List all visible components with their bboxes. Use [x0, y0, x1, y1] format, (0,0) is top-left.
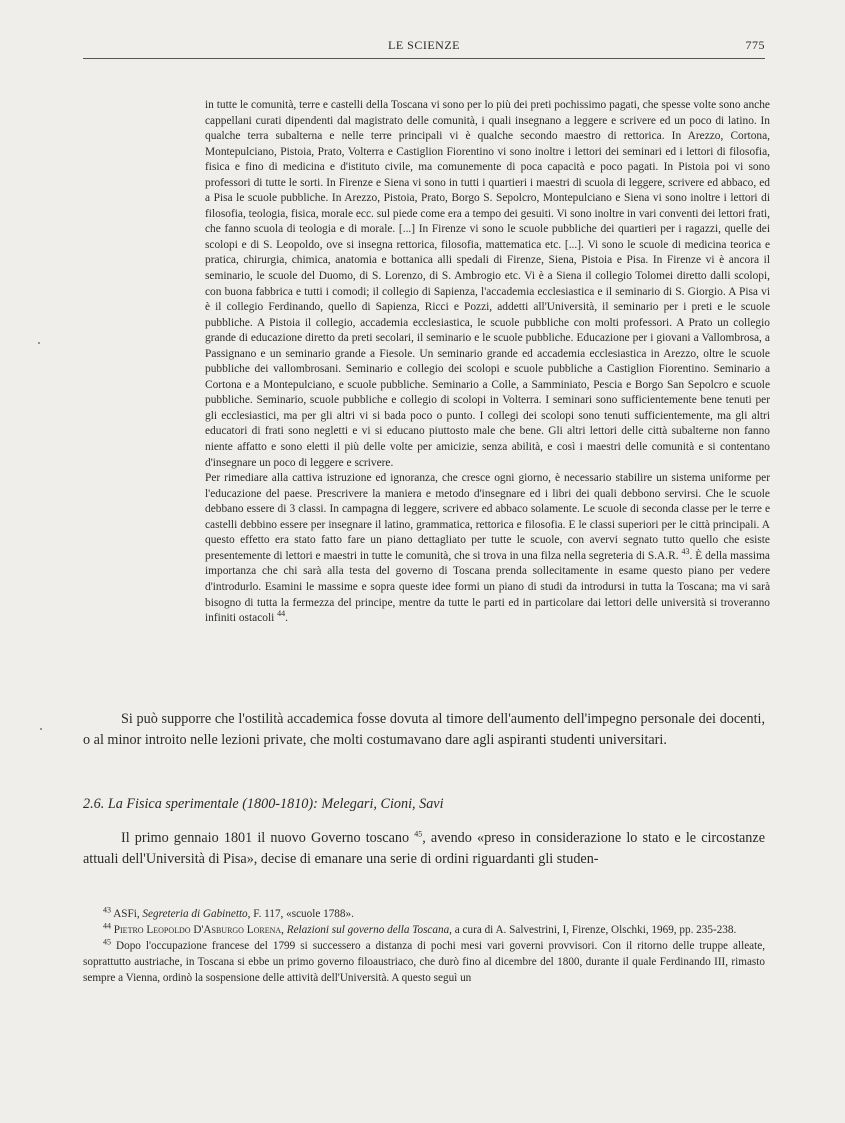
margin-speck	[40, 728, 42, 730]
body-paragraph-2-start: Il primo gennaio 1801 il nuovo Governo toscano	[121, 830, 410, 846]
footnote-44	[83, 922, 765, 938]
quote-paragraph-2	[205, 471, 770, 626]
footnote-44-title: Relazioni sul governo della Toscana	[286, 924, 450, 936]
page-number: 775	[745, 38, 765, 52]
footnotes	[83, 906, 765, 986]
footnote-43	[83, 906, 765, 922]
footnote-43-suffix: , F. 117, «scuole 1788».	[247, 908, 354, 920]
footnote-44-author: Pietro Leopoldo D'Asburgo Lorena	[113, 924, 282, 936]
quote-paragraph-1: in tutte le comunità, terre e castelli della Toscana vi sono per lo più dei preti pochissimo pagati, che spesse volte sono anche cappellani curati dipendenti dal magistrato delle comunità, i quali insegnano a leggere e scrivere ed un poco di latino. In qualche terra subalterna e nelle terre principali vi è qualche secondo maestro di rettorica. In Arezzo, Cortona, Montepulciano, Pistoia, Prato, Volterra e Castiglion Fiorentino vi sono inoltre i lettori dei seminari ed i lettori di filosofia, fisica e fino di medicina e d'istituto civile, ma comunemente di poca capacità e poco pagati. In Pistoia poi vi sono professori di tutte le sorti. In Firenze e Siena vi sono in tutti i quartieri i maestri di scuola di leggere, scrivere ed abbaco, ed a Pisa le scuole pubbliche. In Arezzo, Pistoia, Prato, Borgo S. Sepolcro, Montepulciano e Siena vi sono inoltre i lettori di filosofia, teologia, fisica, morale ecc. sul piede come era a tempo dei gesuiti. Vi sono inoltre in vari conventi dei lettori frati, che fanno scuola di teologia e di morale. [...] In Firenze vi sono le scuole pubbliche dei quartieri per i ragazzi, quelle dei scolopi e di S. Leopoldo, ove si insegna rettorica, filosofia, mattematica etc. [...]. Vi sono le scuole di medicina teorica e pratica, chirurgia, chimica, anatomia e bottanica alli spedali di Firenze, Siena, Pistoia e Pisa. In Firenze vi è ancora il seminario, le scuole del Duomo, di S. Lorenzo, di S. Ambrogio etc. Vi è a Siena il collegio Tolomei diretto dalli scolopi, con buona fabbrica e tutti i comodi; il collegio di Sapienza, l'accademia ecclesiastica e il seminario di S. Giorgio. A Pisa vi è il collegio Ferdinando, quello di Sapienza, Ricci e Pozzi, addetti all'Università, il seminario per i preti e le scuole pubbliche. A Pistoia il collegio, accademia ecclesiastica, le scuole pubbliche con molti professori. A Prato un collegio grande di educazione diretto da preti secolari, il seminario e le scuole pubbliche. Educazione per i giovani a Vallombrosa, a Passignano e un seminario grande a Fiesole. Un seminario grande ed accademia ecclesiastica in Arezzo, oltre le scuole pubbliche dei vallombrosani. Seminario e collegio dei scolopi e scuole pubbliche a Castiglion Fiorentino. Seminario a Cortona e a Montepulciano, e scuole pubbliche. Seminario a Colle, a Samminiato, Pescia e Borgo San Sepolcro e scuole pubbliche. Seminario, scuole pubbliche e collegio di scolopi in Volterra. I seminari sono sufficientemente bene tenuti per gli ecclesiastici, ma per gli altri vi si bada poco o punto. I collegi dei scolopi sono tenuti sufficientemente, ma gli altri educatori di frati sono negletti e vi si educano piuttosto male che bene. Gli altri lettori delle città subalterne non fanno niente affatto e sono eletti il più delle volte per amicizie, senza abilità, e così i maestri delle comunità e si contentano d'insegnare un poco di leggere e scrivere.	[205, 99, 770, 469]
section-title: La Fisica sperimentale (1800-1810): Melegari, Cioni, Savi	[107, 796, 444, 812]
footnote-45-number: 45	[103, 937, 111, 947]
quote-paragraph-2-end: .	[285, 612, 289, 625]
quote-paragraph-2-tail: . È della massima importanza che chi sarà alla testa del governo di Toscana prenda sollecitamente in esame questo piano per vedere d'introdurlo. Esamini le massime e sopra queste idee formi un piano di studi da introdursi in tutta la Toscana; ma vi sarà bisogno di tutta la fermezza del principe, mentre da tutte le parti ed in particolare dai lettori delle università si troveranno infiniti ostacoli	[205, 549, 770, 625]
running-head-title: LE SCIENZE	[388, 38, 460, 52]
footnote-44-separator: ,	[281, 924, 287, 936]
footnote-43-number: 43	[103, 905, 111, 915]
footnote-44-rest: , a cura di A. Salvestrini, I, Firenze, Olschki, 1969, pp. 235-238.	[449, 924, 737, 936]
footnote-44-number: 44	[103, 921, 111, 931]
footnote-43-title: Segreteria di Gabinetto	[142, 908, 248, 920]
body-paragraph-1-text: Si può supporre che l'ostilità accademica fosse dovuta al timore dell'aumento dell'impegno personale dei docenti, o al minor introito nelle lezioni private, che molti costumavano dare agli aspiranti studenti universitari.	[83, 711, 765, 748]
footnote-43-prefix: ASFi,	[113, 908, 140, 920]
section-number: 2.6.	[83, 796, 105, 812]
section-heading	[83, 796, 765, 813]
footnote-45-text: Dopo l'occupazione francese del 1799 si successero a distanza di pochi mesi vari governi provvisori. Con il ritorno delle truppe alleate, soprattutto austriache, in Toscana si ebbe un primo governo filoaustriaco, che durò fino al dicembre del 1800, durante il quale Ferdinando III, rimasto sempre a Vienna, ordinò la sospensione delle attività dell'Università. A questo seguì un	[83, 940, 765, 984]
block-quote	[205, 98, 770, 627]
footnote-ref-43: 43	[681, 547, 690, 557]
running-head	[83, 38, 765, 59]
footnote-ref-45: 45	[414, 829, 423, 839]
body-paragraph-2-text	[83, 828, 765, 870]
margin-speck	[38, 342, 40, 344]
footnote-45	[83, 938, 765, 986]
body-paragraph-1	[83, 709, 765, 751]
footnote-ref-44: 44	[277, 609, 286, 619]
body-paragraph-2	[83, 828, 765, 870]
quote-paragraph-2-text: Per rimediare alla cattiva istruzione ed ignoranza, che cresce ogni giorno, è necessario stabilire un sistema uniforme per l'educazione del paese. Prescrivere la maniera e metodo d'insegnare ed i libri dei quali debbono servirsi. Che le scuole debbano essere di 3 classi. In campagna di leggere, scrivere ed abbaco solamente. Le scuole di seconda classe per le terre e castelli debbino essere per insegnare il latino, grammatica, rettorica e filosofia. E le classi superiori per le città principali. A questo effetto era stato fatto fare un piano dettagliato per tutte le scuole, con avervi segnato tutto quello che esiste presentemente di lettori e maestri in tutte le comunità, che si trova in una filza nella segreteria di S.A.R.	[205, 472, 770, 562]
body-paragraph-2-rest: , avendo «preso in considerazione lo stato e le circostanze attuali dell'Università di Pisa», decise di emanare una serie di ordini riguardanti gli studen-	[83, 830, 765, 867]
